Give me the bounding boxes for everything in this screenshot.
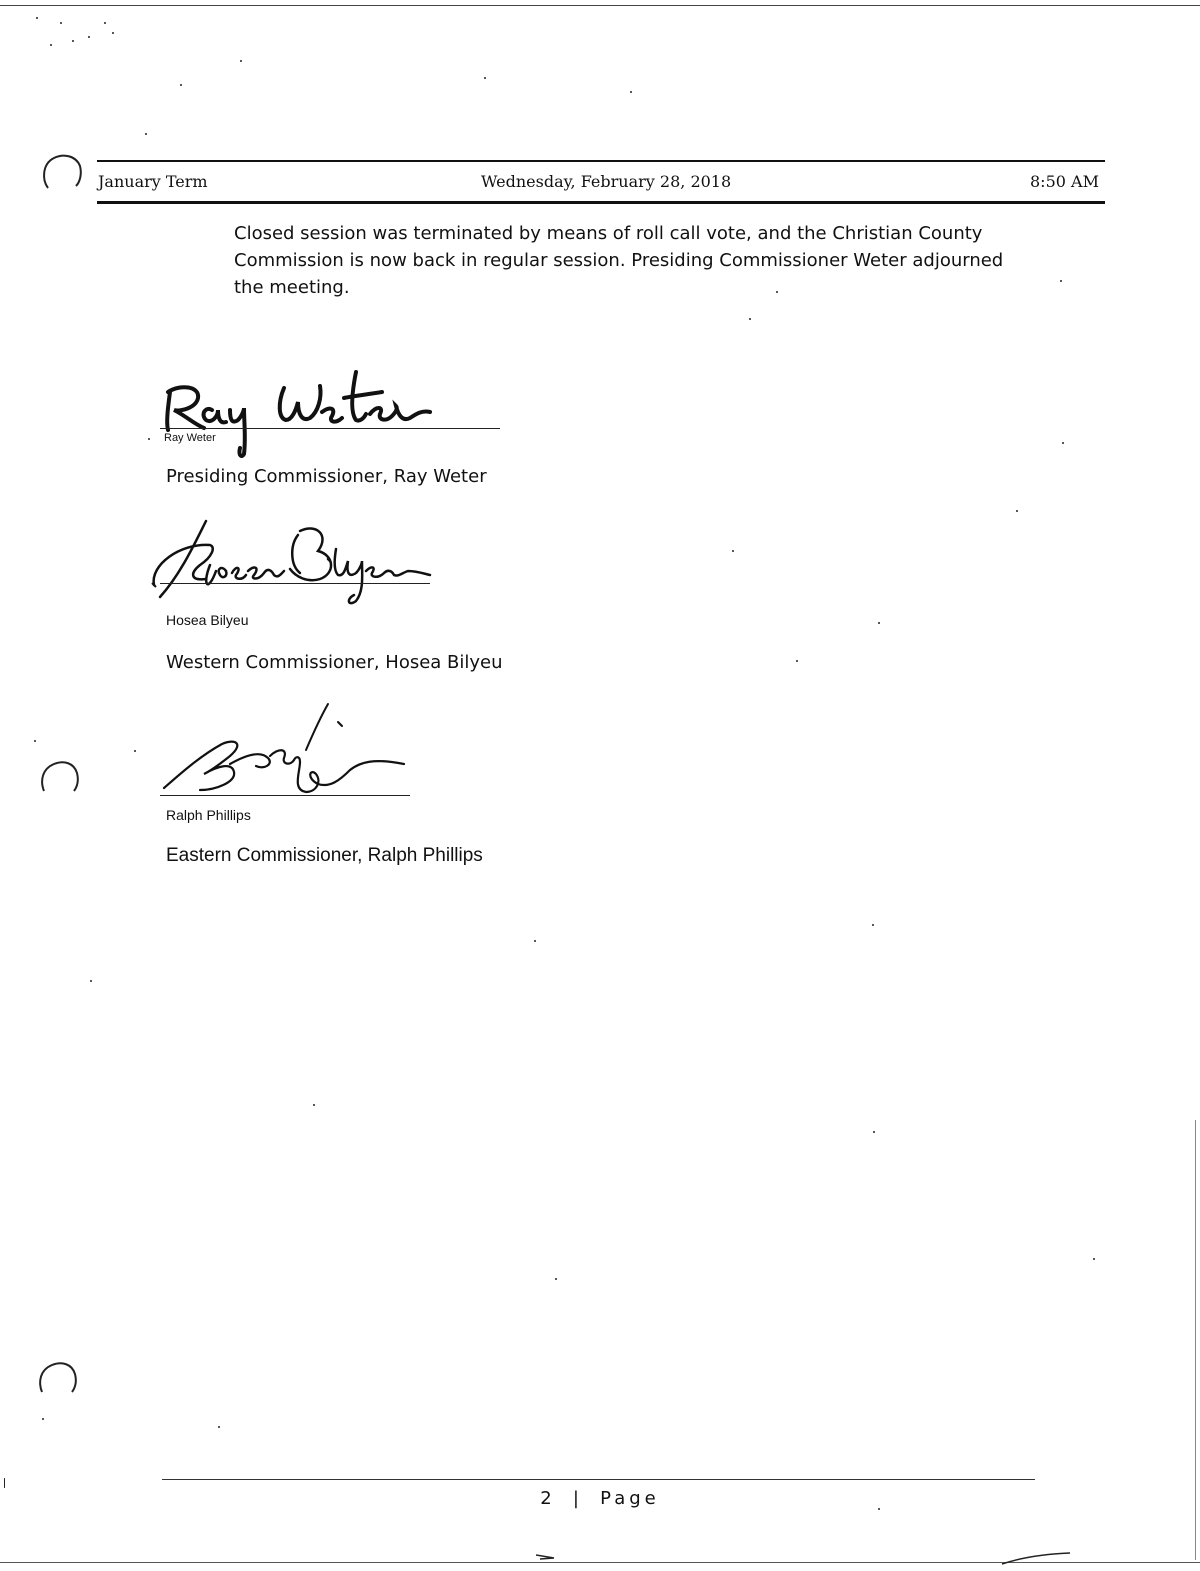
scan-speck — [36, 17, 38, 19]
signature-line-ray-weter — [160, 428, 500, 429]
scan-speck — [873, 1131, 875, 1133]
signature-ralph-phillips — [160, 700, 420, 810]
scan-mark-bottom-center — [536, 1553, 560, 1561]
scan-speck — [145, 133, 147, 135]
scan-speck — [776, 291, 778, 293]
scan-speck — [148, 438, 150, 440]
scan-mark-bottom-right — [1000, 1552, 1080, 1566]
signature-printed-name-ralph-phillips: Ralph Phillips — [166, 807, 251, 823]
scan-speck — [42, 1418, 44, 1420]
scan-speck — [218, 1426, 220, 1428]
scan-speck — [134, 750, 136, 752]
header-bottom-rule — [97, 201, 1105, 204]
scan-speck — [240, 60, 242, 62]
scan-speck — [313, 1104, 315, 1106]
scan-speck — [732, 550, 734, 552]
scan-speck — [1060, 280, 1062, 282]
header-time: 8:50 AM — [1030, 172, 1099, 191]
scan-speck — [90, 980, 92, 982]
scan-speck — [878, 1508, 880, 1510]
scan-speck — [180, 84, 182, 86]
binder-hole-bottom — [36, 1360, 80, 1400]
signatory-title-ray-weter: Presiding Commissioner, Ray Weter — [166, 466, 487, 487]
signature-printed-name-ray-weter: Ray Weter — [164, 432, 216, 444]
scan-speck — [112, 32, 114, 34]
signatory-title-hosea-bilyeu: Western Commissioner, Hosea Bilyeu — [166, 652, 503, 673]
closing-statement: Closed session was terminated by means of roll call vote, and the Christian County Commission is now back in regular session. Presiding Commissioner Weter adjourned the meeting. — [234, 223, 1004, 298]
signature-ray-weter — [160, 362, 450, 462]
signature-printed-name-hosea-bilyeu: Hosea Bilyeu — [166, 612, 249, 628]
scan-speck — [1062, 442, 1064, 444]
page-separator: | — [572, 1488, 580, 1509]
scan-speck — [872, 924, 874, 926]
scan-speck — [72, 40, 74, 42]
page-footer — [0, 1488, 1200, 1509]
header-top-rule — [97, 160, 1105, 162]
binder-hole-top — [40, 152, 84, 192]
signature-line-ralph-phillips — [160, 795, 410, 796]
scan-speck — [796, 660, 798, 662]
scan-speck — [1016, 510, 1018, 512]
signature-line-hosea-bilyeu — [160, 583, 430, 584]
scan-speck — [50, 44, 52, 46]
scan-speck — [34, 740, 36, 742]
signatory-title-ralph-phillips: Eastern Commissioner, Ralph Phillips — [166, 845, 483, 866]
scan-speck — [4, 1478, 5, 1488]
scan-speck — [534, 940, 536, 942]
signature-hosea-bilyeu — [150, 515, 450, 615]
page-number: 2 — [540, 1488, 553, 1509]
scan-speck — [104, 22, 106, 24]
header-date: Wednesday, February 28, 2018 — [481, 172, 732, 191]
body-paragraph — [234, 220, 1034, 301]
header-term: January Term — [98, 172, 208, 191]
binder-hole-middle — [38, 757, 82, 797]
page-label: Page — [600, 1488, 660, 1509]
scan-edge-top — [0, 5, 1200, 6]
scan-speck — [88, 36, 90, 38]
scan-speck — [1093, 1258, 1095, 1260]
scan-speck — [555, 1278, 557, 1280]
scan-speck — [484, 77, 486, 79]
scan-speck — [630, 91, 632, 93]
scan-speck — [878, 622, 880, 624]
scan-speck — [749, 318, 751, 320]
scan-speck — [60, 22, 62, 24]
footer-rule — [162, 1479, 1035, 1480]
